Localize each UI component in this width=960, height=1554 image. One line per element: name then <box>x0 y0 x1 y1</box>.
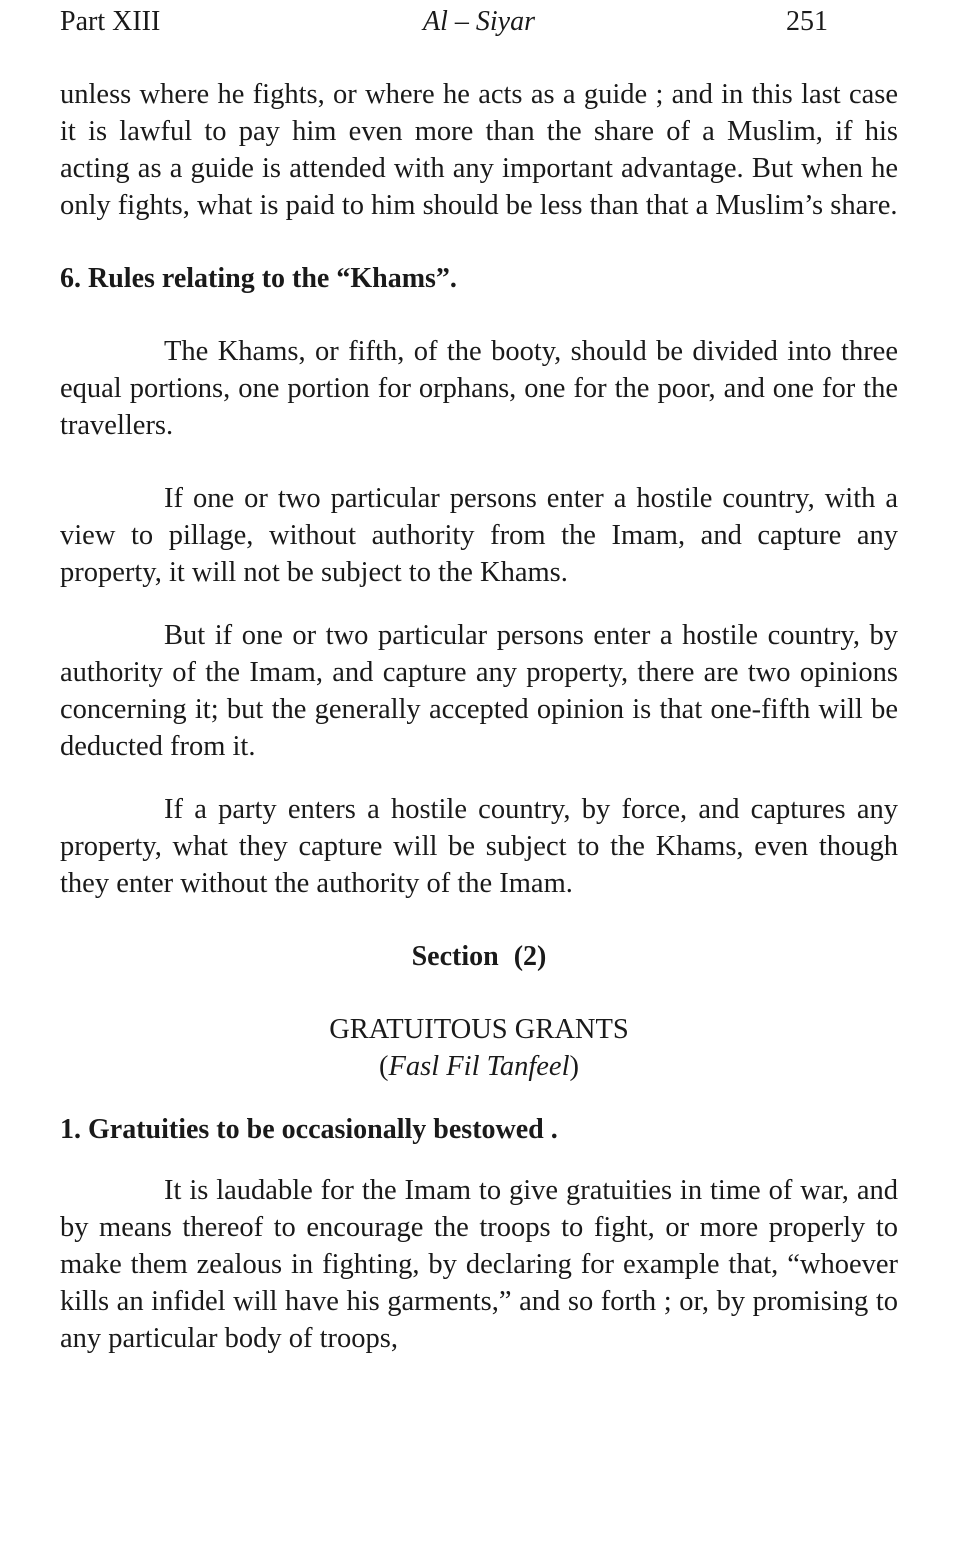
subtitle-italic: Fasl Fil Tanfeel <box>388 1051 570 1082</box>
page-number: 251 <box>786 6 828 37</box>
subtitle-open-paren: ( <box>378 1051 389 1082</box>
paragraph-guide-share: unless where he fights, or where he acts as a guide ; and in this last case it is lawful to pay him even more than the share of a Muslim, if his acting as a guide is attended with any important advantage. But when he only fights, what is paid to him should be less than that a Muslim’s share. <box>60 79 898 221</box>
gratuitous-grants-title: GRATUITOUS GRANTS <box>329 1014 629 1045</box>
part-label: Part XIII <box>60 6 161 37</box>
book-title: Al – Siyar <box>423 6 535 37</box>
paragraph-pillage-with-authority: But if one or two particular persons enter a hostile country, by authority of the Imam, and capture any property, there are two opinions concerning it; but the generally accepted opinion is that one-fifth will be deducted from it. <box>60 620 898 762</box>
gratuitous-grants-subtitle <box>60 1048 898 1085</box>
heading-khams-rules: 6. Rules relating to the “Khams”. <box>60 263 457 294</box>
book-page <box>60 0 898 1357</box>
paragraph-khams-division: The Khams, or fifth, of the booty, should be divided into three equal portions, one portion for orphans, one for the poor, and one for the travellers. <box>60 336 898 441</box>
paragraph-gratuities-laudable: It is laudable for the Imam to give gratuities in time of war, and by means thereof to encourage the troops to fight, or more properly to make them zealous in fighting, by declaring for example that, “whoever kills an infidel will have his garments,” and so forth ; or, by promising to any particular body of troops, <box>60 1175 898 1354</box>
running-head <box>60 0 898 44</box>
paragraph-party-by-force: If a party enters a hostile country, by force, and captures any property, what they capture will be subject to the Khams, even though they enter without the authority of the Imam. <box>60 794 898 899</box>
subtitle-close-paren: ) <box>569 1051 580 1082</box>
paragraph-pillage-without-authority: If one or two particular persons enter a hostile country, with a view to pillage, without authority from the Imam, and capture any property, it will not be subject to the Khams. <box>60 483 898 588</box>
heading-gratuities: 1. Gratuities to be occasionally bestowed . <box>60 1114 558 1145</box>
section-title: Section (2) <box>411 941 547 972</box>
